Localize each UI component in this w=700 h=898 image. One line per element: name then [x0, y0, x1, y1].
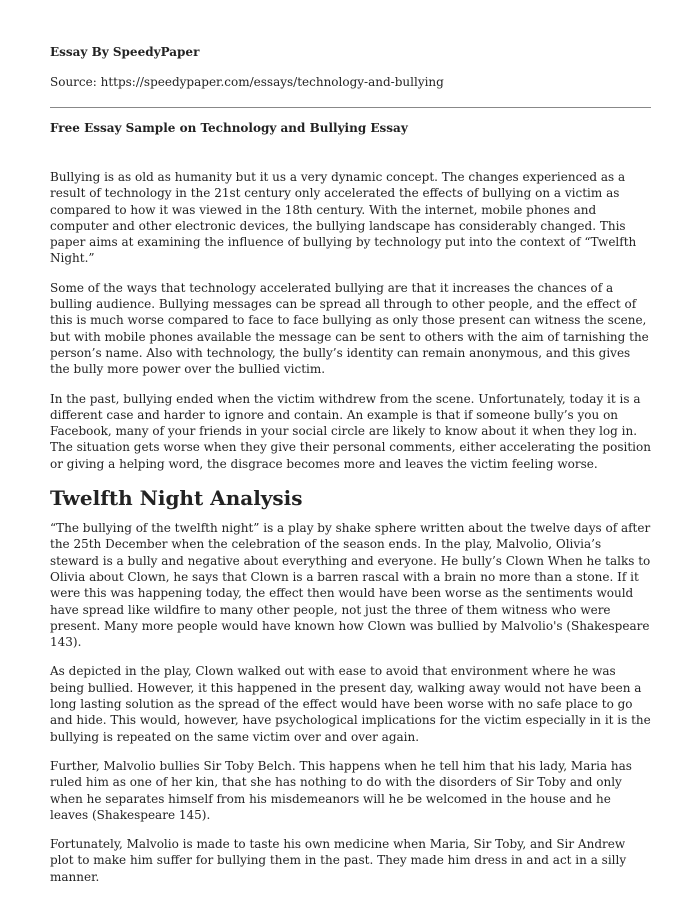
essay-body	[50, 169, 651, 898]
paragraph: Bullying is as old as humanity but it us a very dynamic concept. The changes experienced as a result of technology in the 21st century only accelerated the effects of bullying on a victim as compared to how it was viewed in the 18th century. With the internet, mobile phones and computer and other electronic devices, the bullying landscape has considerably changed. This paper aims at examining the influence of bullying by technology put into the context of “Twelfth Night.”	[50, 170, 637, 266]
paragraph: “The bullying of the twelfth night” is a play by shake sphere written about the twelve days of after the 25th December when the celebration of the season ends. In the play, Malvolio, Olivia’s steward is a bully and negative about everything and everyone. He bully’s Clown When he talks to Olivia about Clown, he says that Clown is a barren rascal with a brain no more than a stone. If it were this was happening today, the effect then would have been worse as the sentiments would have spread like wildfire to many other people, not just the three of them witness who were present. Many more people would have known how Clown was bullied by Malvolio's (Shakespeare 143).	[50, 521, 651, 650]
section-heading: Twelfth Night Analysis	[50, 486, 303, 511]
paragraph: Fortunately, Malvolio is made to taste his own medicine when Maria, Sir Toby, and Sir Andrew plot to make him suffer for bullying them in the past. They made him dress in and act in a silly manner.	[50, 837, 627, 884]
source-url-line: Source: https://speedypaper.com/essays/technology-and-bullying	[50, 75, 444, 89]
document-header-title: Essay By SpeedyPaper	[50, 45, 200, 59]
paragraph: Further, Malvolio bullies Sir Toby Belch. This happens when he tell him that his lady, Maria has ruled him as one of her kin, that she has nothing to do with the disorders of Sir Toby and only when he separates himself from his misdemeanors will he be welcomed in the house and he leaves (Shakespeare 145).	[50, 758, 632, 822]
paragraph: In the past, bullying ended when the victim withdrew from the scene. Unfortunately, today it is a different case and harder to ignore and contain. An example is that if someone bully’s you on Facebook, many of your friends in your social circle are likely to know about it when they log in. The situation gets worse when they give their personal comments, either accelerating the position or giving a helping word, the disgrace becomes more and leaves the victim feeling worse.	[50, 391, 651, 471]
essay-title: Free Essay Sample on Technology and Bullying Essay	[50, 121, 408, 135]
paragraph: Some of the ways that technology accelerated bullying are that it increases the chances of a bulling audience. Bullying messages can be spread all through to other people, and the effect of this is much worse compared to face to face bullying as only those present can witness the scene, but with mobile phones available the message can be sent to others with the aim of tarnishing the person’s name. Also with technology, the bully’s identity can remain anonymous, and this gives the bully more power over the bullied victim.	[50, 280, 649, 377]
header-divider	[50, 107, 651, 108]
paragraph: As depicted in the play, Clown walked out with ease to avoid that environment where he was being bullied. However, it this happened in the present day, walking away would not have been a long lasting solution as the spread of the effect would have been worse with no safe place to go and hide. This would, however, have psychological implications for the victim especially in it is the bullying is repeated on the same victim over and over again.	[50, 664, 651, 744]
